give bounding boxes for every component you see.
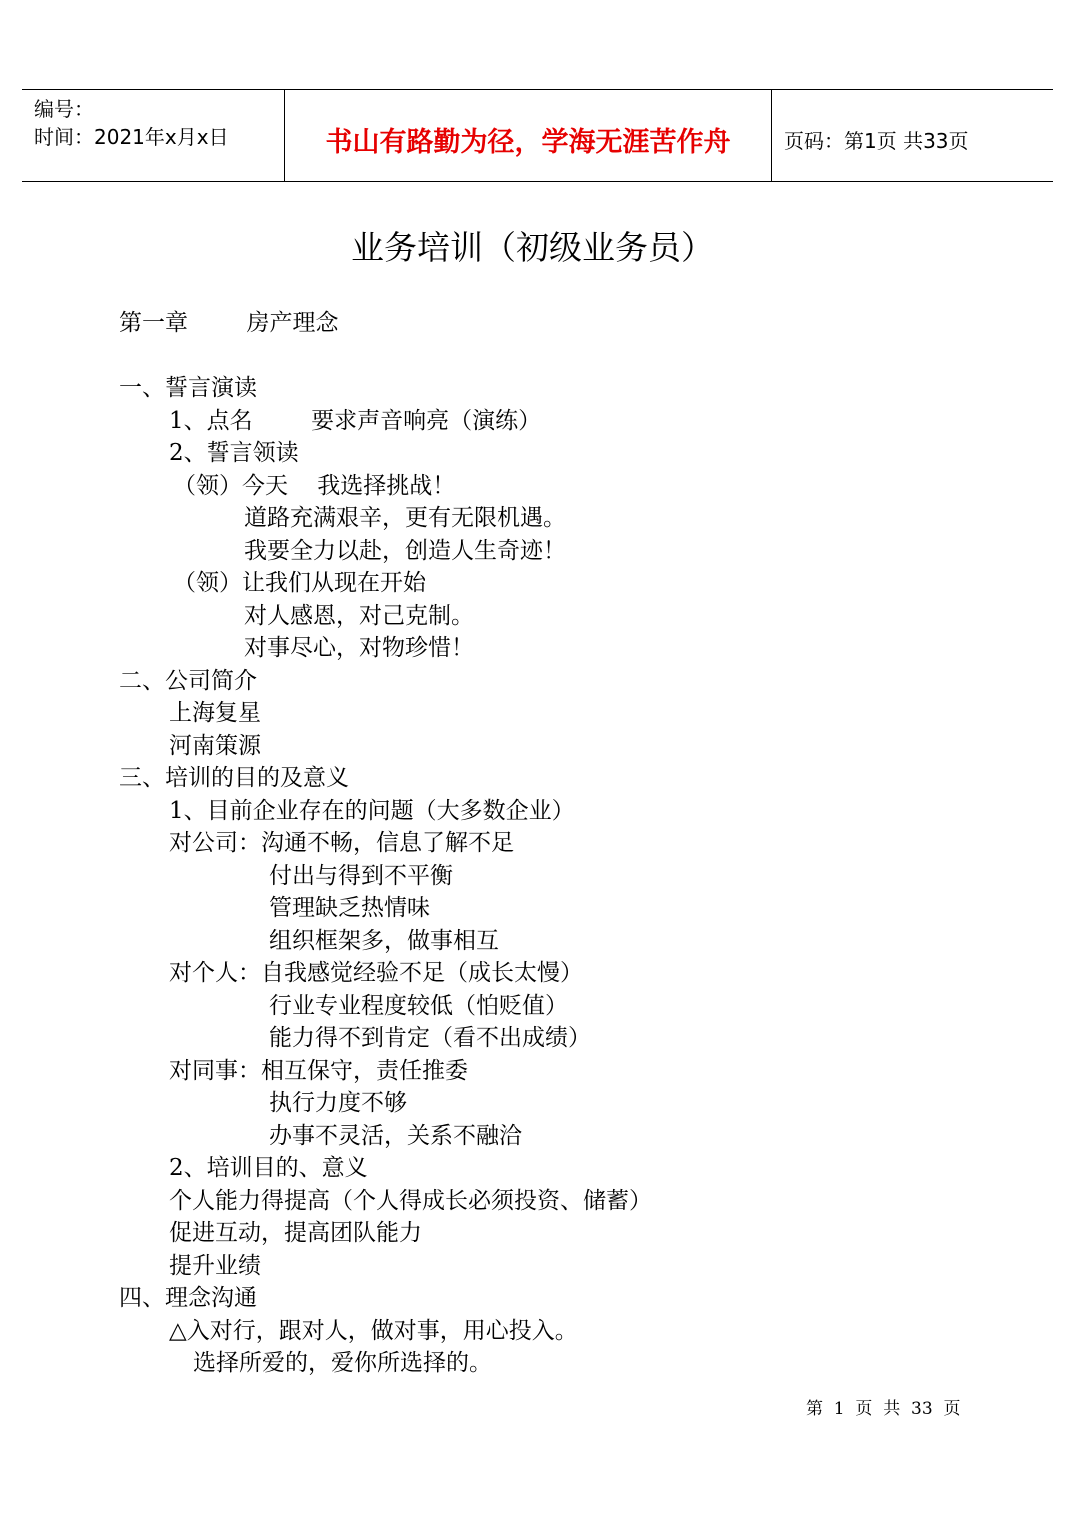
text-line: △入对行，跟对人，做对事，用心投入。 — [169, 1318, 578, 1344]
text-line: 上海复星 — [169, 700, 261, 726]
text-line: 促进互动，提高团队能力 — [169, 1220, 422, 1246]
text-line: 2、誓言领读 — [169, 440, 299, 466]
text-line: 个人能力得提高（个人得成长必须投资、储蓄） — [169, 1188, 652, 1214]
text-line: 对公司：沟通不畅，信息了解不足 — [169, 830, 514, 856]
page-code: 页码：第1页 共33页 — [784, 129, 969, 153]
text-line: 1、点名 要求声音响亮（演练） — [169, 408, 542, 434]
document-title: 业务培训（初级业务员） — [351, 228, 714, 267]
text-line: 办事不灵活，关系不融洽 — [269, 1123, 522, 1149]
header-page-cell — [772, 90, 1053, 181]
text-line: 河南策源 — [169, 733, 261, 759]
text-line: 付出与得到不平衡 — [269, 863, 453, 889]
motto: 书山有路勤为径，学海无涯苦作舟 — [325, 127, 731, 158]
text-line: 对同事：相互保守，责任推委 — [169, 1058, 468, 1084]
section-heading: 一、誓言演读 — [119, 375, 257, 401]
text-line: 对人感恩，对己克制。 — [244, 603, 474, 629]
text-line: 我要全力以赴，创造人生奇迹！ — [244, 538, 566, 564]
header-info-cell — [22, 90, 285, 181]
chapter-heading: 第一章 房产理念 — [119, 310, 339, 336]
text-line: 组织框架多，做事相互 — [269, 928, 499, 954]
text-line: 1、目前企业存在的问题（大多数企业） — [169, 798, 575, 824]
section-heading: 四、理念沟通 — [119, 1285, 257, 1311]
text-line: 道路充满艰辛，更有无限机遇。 — [244, 505, 566, 531]
section-heading: 三、培训的目的及意义 — [119, 765, 349, 791]
header-motto-cell — [285, 90, 772, 181]
text-line: 管理缺乏热情味 — [269, 895, 430, 921]
text-line: （领）让我们从现在开始 — [173, 570, 426, 596]
serial-number-label: 编号： — [34, 97, 94, 121]
text-line: 行业专业程度较低（怕贬值） — [269, 993, 568, 1019]
date-label: 时间：2021年x月x日 — [34, 125, 229, 149]
text-line: 提升业绩 — [169, 1253, 261, 1279]
section-heading: 二、公司简介 — [119, 668, 257, 694]
text-line: 执行力度不够 — [269, 1090, 407, 1116]
text-line: 能力得不到肯定（看不出成绩） — [269, 1025, 591, 1051]
text-line: 对个人：自我感觉经验不足（成长太慢） — [169, 960, 583, 986]
text-line: 选择所爱的，爱你所选择的。 — [193, 1350, 492, 1376]
page-footer: 第 1 页 共 33 页 — [806, 1399, 961, 1419]
text-line: （领）今天 我选择挑战！ — [173, 473, 456, 499]
text-line: 2、培训目的、意义 — [169, 1155, 368, 1181]
text-line: 对事尽心，对物珍惜！ — [244, 635, 474, 661]
document-header — [22, 89, 1053, 182]
